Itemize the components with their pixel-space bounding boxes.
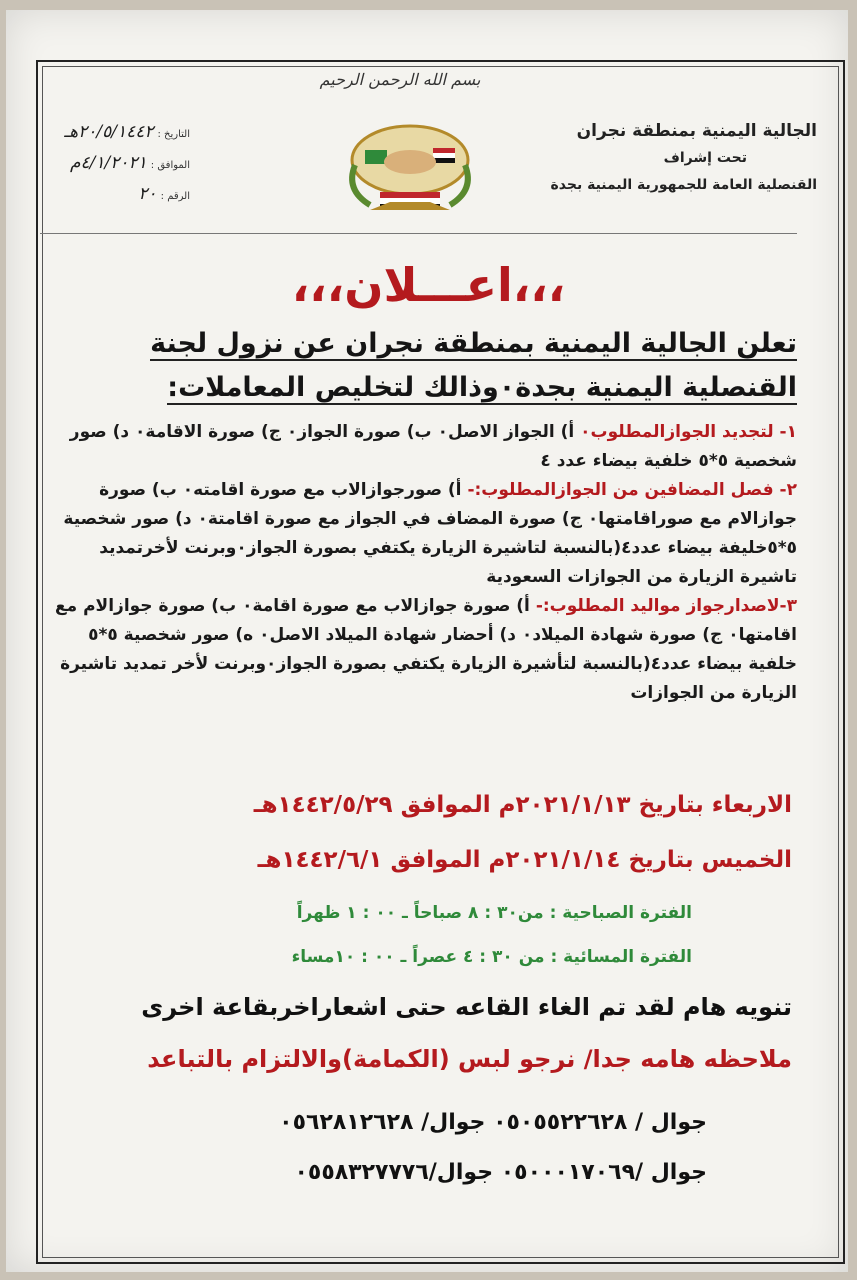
- basmala: بسم الله الرحمن الرحيم: [319, 70, 481, 89]
- list-item: [47, 418, 797, 476]
- mask-warning: ملاحظه هامه جدا/ نرجو لبس (الكمامة)والالتزام بالتباعد: [147, 1045, 792, 1073]
- number-row: الرقم :٢٠: [138, 184, 190, 204]
- consulate-name: القنصلية العامة للجمهورية اليمنية بجدة: [550, 177, 817, 193]
- list-item: [47, 476, 797, 592]
- intro-line-1: تعلن الجالية اليمنية بمنطقة نجران عن نزول لجنة: [150, 328, 797, 359]
- announcement-title: ،،،اعـــلان،،،: [291, 258, 566, 312]
- item-2-body: أ) صورجوازالاب مع صورة اقامته٠ ب) صورة جوازالام مع صوراقامتها٠ ج) صورة المضاف في الجواز مع صورة اقامتة٠ د) صور شخصية ٥*٥خليفة بيضاء عدد٤(بالنسبة لتاشيرة الزيارة يكتفي بصورة الجواز٠وبرنت لأخرتمديد تاشيرة الزيارة من الجوازات السعودية: [63, 480, 797, 587]
- visit-date-2: الخميس بتاريخ ٢٠٢١/١/١٤م الموافق ١٤٤٢/٦/١هـ: [257, 847, 792, 873]
- item-1-heading: ١- لتجديد الجوازالمطلوب٠: [580, 422, 797, 442]
- header-divider: [40, 233, 797, 234]
- org-name: الجالية اليمنية بمنطقة نجران: [576, 121, 817, 141]
- item-3-body: أ) صورة جوازالاب مع صورة اقامة٠ ب) صورة جوازالام مع اقامتها٠ ج) صورة شهادة الميلاد٠ د) أحضار شهادة الميلاد الاصل٠ ه) صور شخصية ٥*٥ خلفية بيضاء عدد٤(بالنسبة لتأشيرة الزيارة يكتفي بصورة الجواز٠وبرنت لأخر تمديد تاشيرة الزيارة من الجوازات: [55, 596, 797, 703]
- corresponding-value: ٤/١/٢٠٢١م: [70, 153, 147, 173]
- phone-row-1: جوال / ٠٥٠٥٥٢٢٦٢٨ جوال/ ٠٥٦٢٨١٢٦٢٨: [279, 1110, 707, 1135]
- org-supervision: تحت إشراف: [663, 150, 747, 166]
- date-value: ٢٠/٥/١٤٤٢هـ: [64, 122, 154, 142]
- date-row: التاريخ :٢٠/٥/١٤٤٢هـ: [64, 122, 190, 142]
- community-logo-icon: [325, 110, 495, 220]
- number-value: ٢٠: [138, 184, 157, 204]
- item-1-body: أ) الجواز الاصل٠ ب) صورة الجواز٠ ج) صورة الاقامة٠ د) صور شخصية ٥*٥ خلفية بيضاء عدد ٤: [69, 422, 797, 471]
- evening-period: الفترة المسائية : من ٣٠ : ٤ عصراً ـ ٠٠ : ١٠مساء: [291, 947, 692, 967]
- item-3-heading: ٣-لاصدارجواز مواليد المطلوب:-: [535, 596, 797, 616]
- intro-text: [117, 322, 797, 410]
- list-item: [47, 592, 797, 708]
- intro-line-2: القنصلية اليمنية بجدة٠وذالك لتخليص المعاملات:: [167, 372, 797, 403]
- corresponding-row: الموافق :٤/١/٢٠٢١م: [70, 153, 190, 173]
- item-2-heading: ٢- فصل المضافين من الجوازالمطلوب:-: [467, 480, 797, 500]
- document-meta: [10, 118, 190, 211]
- requirements-list: [47, 418, 797, 708]
- important-notice: تنويه هام لقد تم الغاء القاعه حتى اشعاراخربقاعة اخرى: [141, 993, 792, 1021]
- morning-period: الفترة الصباحية : من٣٠ : ٨ صباحاً ـ ٠٠ : ١ ظهراً: [296, 903, 692, 923]
- phone-row-2: جوال /٠٥٠٠٠١٧٠٦٩ جوال/٠٥٥٨٣٢٧٧٧٦: [294, 1160, 707, 1185]
- visit-date-1: الاربعاء بتاريخ ٢٠٢١/١/١٣م الموافق ١٤٤٢/٥/٢٩هـ: [253, 792, 792, 818]
- organization-header: [517, 118, 817, 199]
